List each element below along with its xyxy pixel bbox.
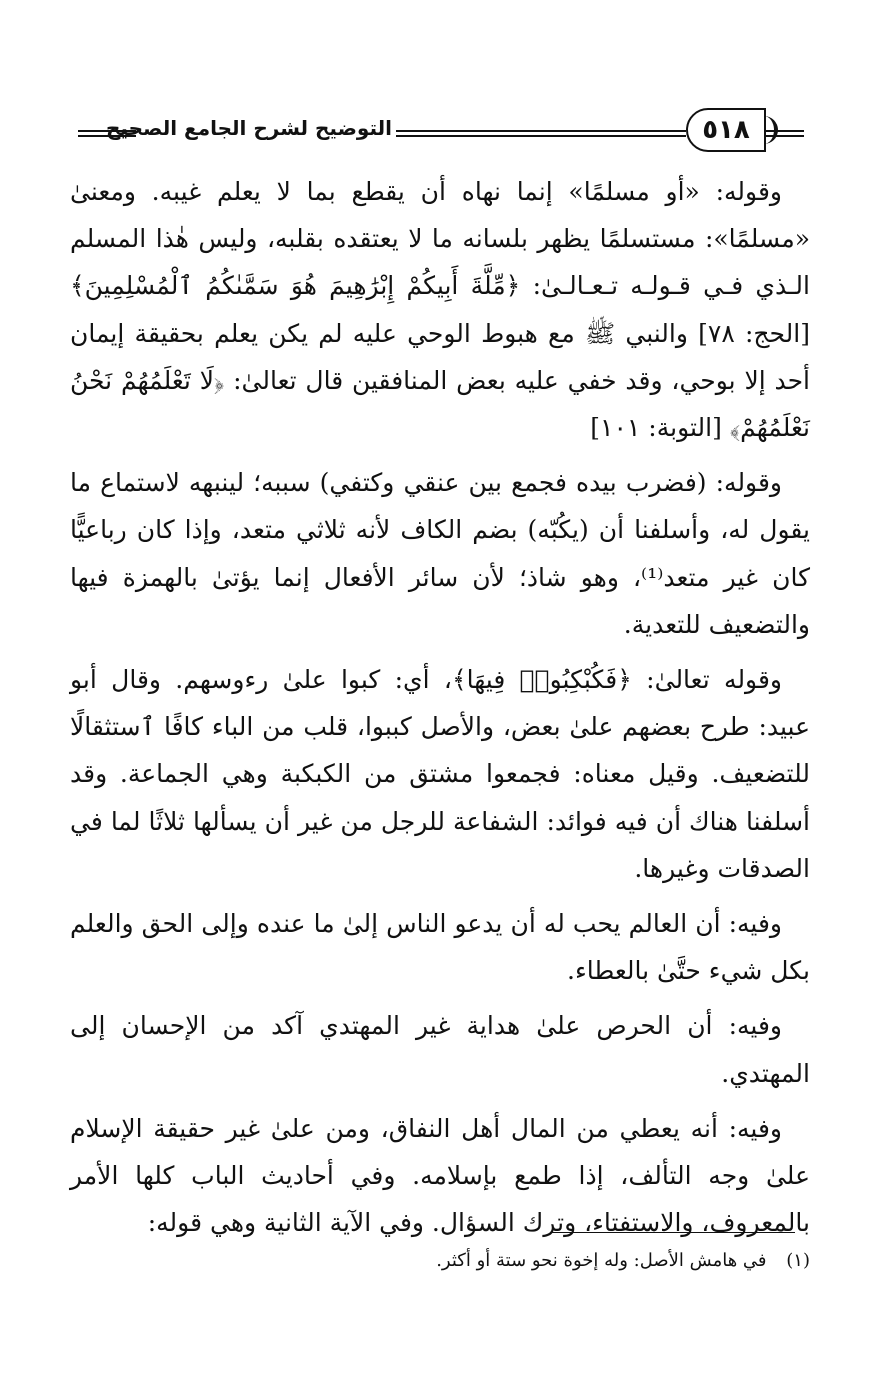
main-text xyxy=(70,168,810,1254)
running-header xyxy=(78,108,804,158)
footnote-text: في هامش الأصل: وله إخوة نحو ستة أو أكثر. xyxy=(436,1250,767,1271)
paragraph: وقوله: (فضرب بيده فجمع بين عنقي وكتفي) سببه؛ لينبهه لاستماع ما يقول له، وأسلفنا أن (يكُبّه) بضم الكاف لأنه ثلاثي متعد، وإذا كان رباعيًّا كان غير متعد⁽¹⁾، وهو شاذ؛ لأن سائر الأفعال إنما يؤتىٰ بالهمزة فيها والتضعيف للتعدية. xyxy=(70,468,810,639)
paragraph: وفيه: أنه يعطي من المال أهل النفاق، ومن علىٰ غير حقيقة الإسلام علىٰ وجه التألف، إذا طمع بإسلامه. وفي أحاديث الباب كلها الأمر بالمعروف، والاستفتاء، وترك السؤال. وفي الآية الثانية وهي قوله: xyxy=(70,1113,810,1238)
header-title: التوضيح لشرح الجامع الصحيح xyxy=(106,116,392,140)
footnote-marker: (١) xyxy=(786,1250,810,1271)
paragraph: وقوله تعالىٰ: ﴿فَكُبْكِبُوا۟ فِيهَا﴾، أي: كبوا علىٰ رءوسهم. وقال أبو عبيد: طرح بعضهم علىٰ بعض، والأصل كببوا، قلب من الباء كافًا ٱستثقالًا للتضعيف. وقيل معناه: فجمعوا مشتق من الكبكبة وهي الجماعة. وقد أسلفنا هناك أن فيه فوائد: الشفاعة للرجل من غير أن يسألها ثلاثًا لما في الصدقات وغيرها. xyxy=(70,665,810,883)
header-rule-middle xyxy=(396,130,686,137)
footnote xyxy=(70,1246,810,1276)
paragraph: وفيه: أن العالم يحب له أن يدعو الناس إلىٰ ما عنده وإلى الحق والعلم بكل شيء حتَّىٰ بالعطاء. xyxy=(70,909,810,986)
paragraph: وقوله: «أو مسلمًا» إنما نهاه أن يقطع بما لا يعلم غيبه. ومعنىٰ «مسلمًا»: مستسلمًا يظهر بلسانه ما لا يعتقده بقلبه، وليس هٰذا المسلم الـذي فـي قـولـه تـعـالـىٰ: ﴿مِّلَّةَ أَبِيكُمْ إِبْرَٰهِيمَ هُوَ سَمَّىٰكُمُ ٱلْمُسْلِمِينَ﴾ [الحج: ٧٨] والنبي ﷺ مع هبوط الوحي عليه لم يكن يعلم بحقيقة إيمان أحد إلا بوحي، وقد خفي عليه بعض المنافقين قال تعالىٰ: ﴿لَا تَعْلَمُهُمْ نَحْنُ نَعْلَمُهُمْ﴾ [التوبة: ١٠١] xyxy=(70,177,810,443)
paragraph: وفيه: أن الحرص علىٰ هداية غير المهتدي آكد من الإحسان إلى المهتدي. xyxy=(70,1011,810,1088)
header-rule-right xyxy=(766,130,804,137)
page-number: ٥١٨ xyxy=(686,108,766,152)
footnote-separator xyxy=(550,1232,795,1233)
